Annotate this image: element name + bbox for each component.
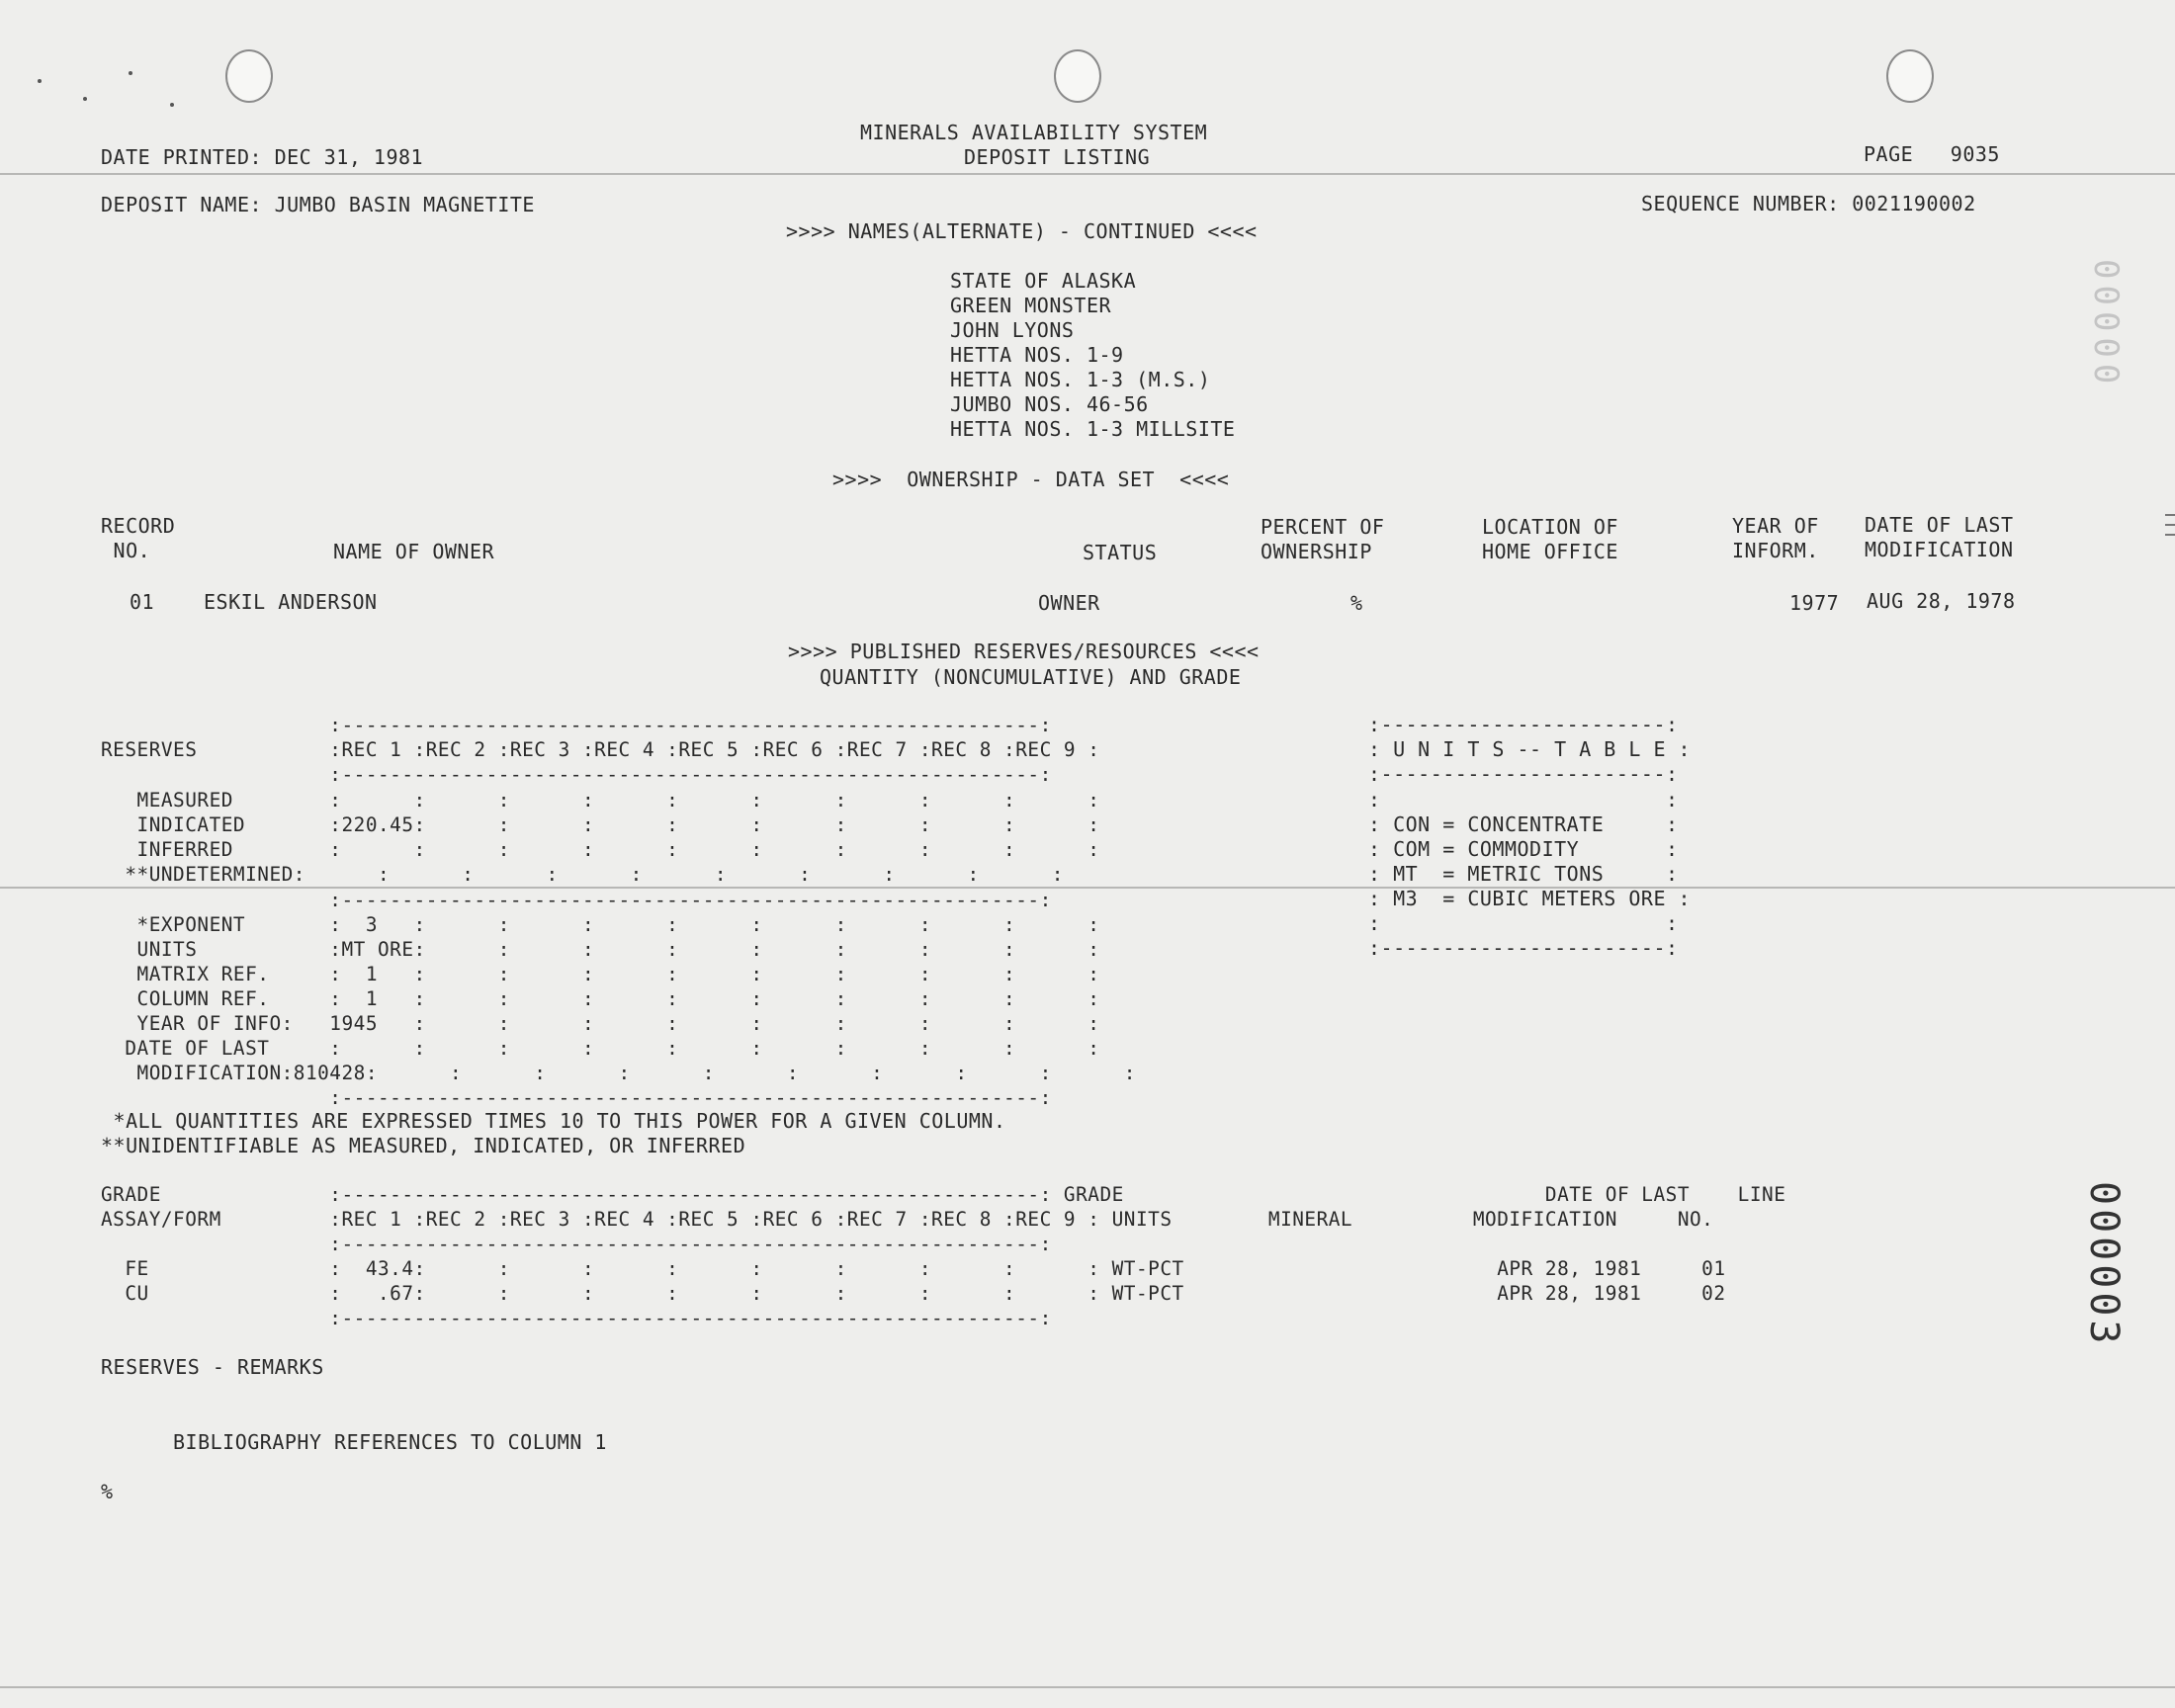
units-table-line: :-----------------------: [1368, 713, 1679, 736]
units-table-line: : M3 = CUBIC METERS ORE : [1368, 887, 1692, 910]
ownership-title: >>>> OWNERSHIP - DATA SET <<<< [832, 468, 1230, 491]
system-title: MINERALS AVAILABILITY SYSTEM [860, 121, 1208, 144]
alternate-name: HETTA NOS. 1-9 [950, 343, 1124, 367]
alternate-name: GREEN MONSTER [950, 294, 1112, 317]
reserves-title: >>>> PUBLISHED RESERVES/RESOURCES <<<< [788, 640, 1260, 663]
col-header-status: STATUS [1083, 541, 1158, 564]
speck [129, 71, 132, 75]
alternate-name: HETTA NOS. 1-3 MILLSITE [950, 417, 1236, 441]
col-header-year: YEAR OF [1732, 514, 1819, 538]
faint-stamp-number: 00000 [2086, 259, 2126, 390]
col-header-percent: PERCENT OF [1261, 515, 1385, 539]
col-header-date: DATE OF LAST [1865, 513, 2014, 537]
system-subtitle: DEPOSIT LISTING [964, 145, 1151, 169]
reserves-table-line: :----------------------------------------------------------: [101, 714, 1052, 736]
units-table-line: : U N I T S -- T A B L E : [1368, 737, 1692, 761]
reserves-table-line: YEAR OF INFO: 1945 : : : : : : : : : [101, 1012, 1100, 1035]
owner-name: ESKIL ANDERSON [204, 590, 378, 614]
speck [170, 103, 174, 107]
reserves-table-line: INFERRED : : : : : : : : : : [101, 838, 1100, 861]
grade-table-line: :----------------------------------------------------------: [101, 1307, 1052, 1329]
speck [38, 79, 42, 83]
reserves-table-line: :----------------------------------------------------------: [101, 889, 1052, 911]
page-stamp-number: 000003 [2081, 1181, 2127, 1348]
alternate-name: JUMBO NOS. 46-56 [950, 392, 1149, 416]
edge-tick [2165, 534, 2175, 536]
grade-table-line: :----------------------------------------------------------: [101, 1233, 1052, 1255]
reserves-table-line: **UNDETERMINED: : : : : : : : : : [101, 863, 1064, 886]
grade-table-line: CU : .67: : : : : : : : : WT-PCT APR 28, 1981 02 [101, 1282, 1726, 1305]
reserves-table-line: *EXPONENT : 3 : : : : : : : : : [101, 913, 1100, 936]
alternate-name: HETTA NOS. 1-3 (M.S.) [950, 368, 1211, 391]
end-mark: % [101, 1480, 114, 1503]
col-header-record: RECORD [101, 514, 176, 538]
alternate-name: STATE OF ALASKA [950, 269, 1137, 293]
bibliography-references: BIBLIOGRAPHY REFERENCES TO COLUMN 1 [173, 1430, 607, 1454]
reserves-table-line: COLUMN REF. : 1 : : : : : : : : : [101, 987, 1100, 1010]
units-table-line: : : [1368, 788, 1679, 811]
owner-modification-date: AUG 28, 1978 [1867, 589, 2016, 613]
footnote-undetermined: **UNIDENTIFIABLE AS MEASURED, INDICATED, OR INFERRED [101, 1134, 746, 1157]
owner-status: OWNER [1038, 591, 1100, 615]
units-table-line: : CON = CONCENTRATE : [1368, 812, 1679, 836]
reserves-table-line: MEASURED : : : : : : : : : : [101, 789, 1100, 811]
sequence-number: SEQUENCE NUMBER: 0021190002 [1641, 192, 1976, 215]
reserves-table-line: DATE OF LAST : : : : : : : : : : [101, 1037, 1100, 1060]
owner-year: 1977 [1789, 591, 1840, 615]
edge-tick [2165, 514, 2175, 516]
col-header-percent-2: OWNERSHIP [1261, 540, 1372, 563]
deposit-name: DEPOSIT NAME: JUMBO BASIN MAGNETITE [101, 193, 535, 216]
date-printed: DATE PRINTED: DEC 31, 1981 [101, 145, 424, 169]
reserves-table-line: MATRIX REF. : 1 : : : : : : : : : [101, 963, 1100, 985]
grade-table-line: FE : 43.4: : : : : : : : : WT-PCT APR 28, 1981 01 [101, 1257, 1726, 1280]
grade-table-line: ASSAY/FORM :REC 1 :REC 2 :REC 3 :REC 4 :REC 5 :REC 6 :REC 7 :REC 8 :REC 9 : UNITS MINERAL MODIFICATION NO. [101, 1208, 1714, 1231]
reserves-table-line: RESERVES :REC 1 :REC 2 :REC 3 :REC 4 :REC 5 :REC 6 :REC 7 :REC 8 :REC 9 : [101, 738, 1100, 761]
owner-record-no: 01 [130, 590, 155, 614]
units-table-line: : : [1368, 911, 1679, 935]
perforation-line-bottom [0, 1686, 2175, 1688]
edge-tick [2165, 524, 2175, 526]
units-table-line: :-----------------------: [1368, 936, 1679, 960]
reserves-table-line: :----------------------------------------------------------: [101, 763, 1052, 786]
col-header-record-no: NO. [101, 539, 151, 562]
reserves-subtitle: QUANTITY (NONCUMULATIVE) AND GRADE [820, 665, 1242, 689]
alternate-name: JOHN LYONS [950, 318, 1075, 342]
units-table-line: : MT = METRIC TONS : [1368, 862, 1679, 886]
col-header-owner-name: NAME OF OWNER [333, 540, 495, 563]
reserves-table-line: INDICATED :220.45: : : : : : : : : [101, 813, 1100, 836]
speck [83, 97, 87, 101]
units-table-line: : COM = COMMODITY : [1368, 837, 1679, 861]
owner-percent: % [1350, 591, 1363, 615]
footnote-exponent: *ALL QUANTITIES ARE EXPRESSED TIMES 10 TO THIS POWER FOR A GIVEN COLUMN. [101, 1109, 1006, 1133]
col-header-date-2: MODIFICATION [1865, 538, 2014, 561]
names-section-title: >>>> NAMES(ALTERNATE) - CONTINUED <<<< [786, 219, 1258, 243]
reserves-table-line: :----------------------------------------------------------: [101, 1086, 1052, 1109]
units-table-line: :-----------------------: [1368, 762, 1679, 786]
binder-hole-left [225, 49, 273, 103]
reserves-table-line: MODIFICATION:810428: : : : : : : : : : [101, 1062, 1136, 1084]
binder-hole-center [1054, 49, 1101, 103]
col-header-location-2: HOME OFFICE [1482, 540, 1618, 563]
reserves-table-line: UNITS :MT ORE: : : : : : : : : [101, 938, 1100, 961]
reserves-remarks-title: RESERVES - REMARKS [101, 1355, 324, 1379]
col-header-year-2: INFORM. [1732, 539, 1819, 562]
grade-table-line: GRADE :----------------------------------------------------------: GRADE DATE OF LAST LINE [101, 1183, 1786, 1206]
binder-hole-right [1886, 49, 1934, 103]
page-number: PAGE 9035 [1864, 142, 2000, 166]
col-header-location: LOCATION OF [1482, 515, 1618, 539]
perforation-line-top [0, 173, 2175, 175]
